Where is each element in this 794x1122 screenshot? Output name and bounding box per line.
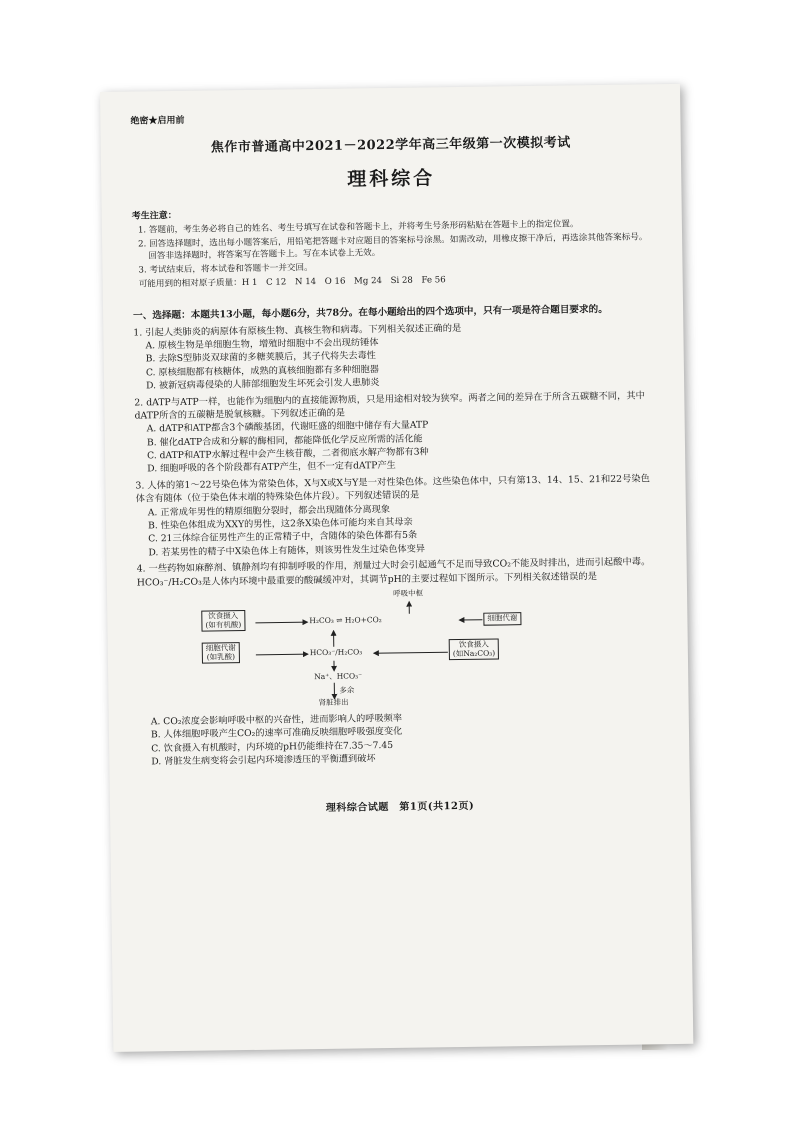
ions-label: Na⁺、HCO₃⁻ <box>314 671 363 682</box>
option-b: B. 催化dATP合成和分解的酶相同，都能降低化学反应所需的活化能 <box>146 433 423 449</box>
option-c: C. dATP和ATP水解过程中会产生核苷酸，二者彻底水解产物都有3种 <box>147 446 429 462</box>
diet-acid-line-1: 饮食摄入 <box>208 611 239 621</box>
arrow-from-diet-base <box>374 652 448 653</box>
option-d: D. 若某男性的精子中X染色体上有随体，则该男性发生过染色体变异 <box>148 543 426 559</box>
page-content <box>130 108 660 819</box>
cell-lactic-line-1: 细胞代谢 <box>205 643 236 653</box>
section-title: 一、选择题：本题共13小题，每小题6分，共78分。在每小题给出的四个选项中，只有一项是符合题目要求的。 <box>133 303 608 322</box>
page-footer: 理科综合试题 第1页(共12页) <box>325 801 475 815</box>
atomic-masses: 可能用到的相对原子质量：H 1 C 12 N 14 O 16 Mg 24 Si 28 Fe 56 <box>138 275 446 290</box>
option-c: C. 21三体综合征男性产生的正常精子中，含随体的染色体都有5条 <box>148 530 418 545</box>
cell-lactic-box <box>202 642 240 664</box>
question-stem: 3. 人体的第1～22号染色体为常染色体，X与X或X与Y是一对性染色体。这些染色体中，只有第13、14、15、21和22号染色体含有随体（位于染色体末端的特殊染色体片段）。下列叙述错误的是 <box>135 473 651 505</box>
question-2 <box>134 389 655 477</box>
question-stem: 4. 一些药物如麻醉剂、镇静剂均有抑制呼吸的作用，剂量过大时会引起通气不足而导致CO₂不能及时排出，进而引起酸中毒。HCO₃⁻/H₂CO₃是人体内环境中最重要的酸碱缓冲对，其调节pH的主要过程如下图所示。下列相关叙述错误的是 <box>136 556 651 589</box>
note-item: 3. 考试结束后，将本试卷和答题卡一并交回。 <box>138 262 313 276</box>
question-4 <box>137 555 660 769</box>
cell-metabolism-box: 细胞代谢 <box>483 612 521 625</box>
option-a: A. CO₂浓度会影响呼吸中枢的兴奋性，进而影响人的呼吸频率 <box>150 712 403 728</box>
note-item: 1. 答题前，考生务必将自己的姓名、考生号填写在试卷和答题卡上，并将考生号条形码粘贴在答题卡上的指定位置。 <box>137 219 579 236</box>
option-a: A. 原核生物是单细胞生物，增殖时细胞中不会出现纺锤体 <box>145 337 379 352</box>
arrow-from-cell-lactic <box>256 654 308 655</box>
diet-acid-box <box>201 610 245 632</box>
option-d: D. 肾脏发生病变将会引起内环境渗透压的平衡遭到破坏 <box>151 753 376 768</box>
secret-mark: 绝密★启用前 <box>130 115 185 127</box>
option-b: B. 去除S型肺炎双球菌的多糖荚膜后，其子代将失去毒性 <box>145 350 376 365</box>
subject-title: 理科综合 <box>347 167 436 191</box>
exam-paper <box>100 84 693 1052</box>
option-a: A. 正常成年男性的精原细胞分裂时，都会出现随体分离现象 <box>147 503 391 519</box>
note-item: 2. 回答选择题时，选出每小题答案后，用铅笔把答题卡对应题目的答案标号涂黑。如需改动，用橡皮擦干净后，再选涂其他答案标号。回答非选择题时，将答案写在答题卡上。写在本试卷上无效。 <box>138 232 648 262</box>
arrow-from-diet-acid <box>255 622 307 623</box>
question-stem: 1. 引起人类肺炎的病原体有原核生物、真核生物和病毒。下列相关叙述正确的是 <box>133 322 462 339</box>
breath-center-label: 呼吸中枢 <box>392 588 424 599</box>
option-d: D. 被新冠病毒侵染的人肺部细胞发生坏死会引发人患肺炎 <box>146 377 380 392</box>
option-b: B. 性染色体组成为XXY的男性，这2条X染色体可能均来自其母亲 <box>147 516 413 532</box>
option-d: D. 细胞呼吸的各个阶段都有ATP产生，但不一定有dATP产生 <box>147 460 396 475</box>
option-a: A. dATP和ATP都含3个磷酸基团，代谢旺盛的细胞中储存有大量ATP <box>146 419 429 435</box>
excess-label: 多余 <box>339 685 355 695</box>
diet-base-line-1: 饮食摄入 <box>458 639 489 650</box>
option-c: C. 原核细胞都有核糖体，成熟的真核细胞都有多种细胞器 <box>145 363 380 379</box>
buffer-pair-label: HCO₃⁻/H₂CO₃ <box>309 647 363 658</box>
equation-label: H₂CO₃ ⇌ H₂O+CO₂ <box>309 615 382 626</box>
exam-title: 焦作市普通高中2021－2022学年高三年级第一次模拟考试 <box>210 135 571 156</box>
ph-regulation-diagram <box>137 586 659 711</box>
option-b: B. 人体细胞呼吸产生CO₂的速率可准确反映细胞呼吸强度变化 <box>150 726 403 741</box>
cell-lactic-line-2: (如乳酸) <box>206 651 236 662</box>
exam-notes <box>132 204 653 292</box>
diet-base-line-2: (如Na₂CO₃) <box>452 648 496 658</box>
question-1 <box>133 319 654 393</box>
option-c: C. 饮食摄入有机酸时，内环境的pH仍能维持在7.35～7.45 <box>151 739 394 755</box>
kidney-label: 肾脏排出 <box>318 697 349 708</box>
question-3 <box>135 472 656 560</box>
notes-heading: 考生注意： <box>131 211 177 223</box>
question-stem: 2. dATP与ATP一样，也能作为细胞内的直接能源物质，只是用途相对较为狭窄。两者之间的差异在于所含五碳糖不同，其中dATP所含的五碳糖是脱氧核糖。下列叙述正确的是 <box>134 389 646 422</box>
diet-acid-line-2: (如有机酸) <box>205 619 242 630</box>
diet-base-box <box>449 639 500 661</box>
